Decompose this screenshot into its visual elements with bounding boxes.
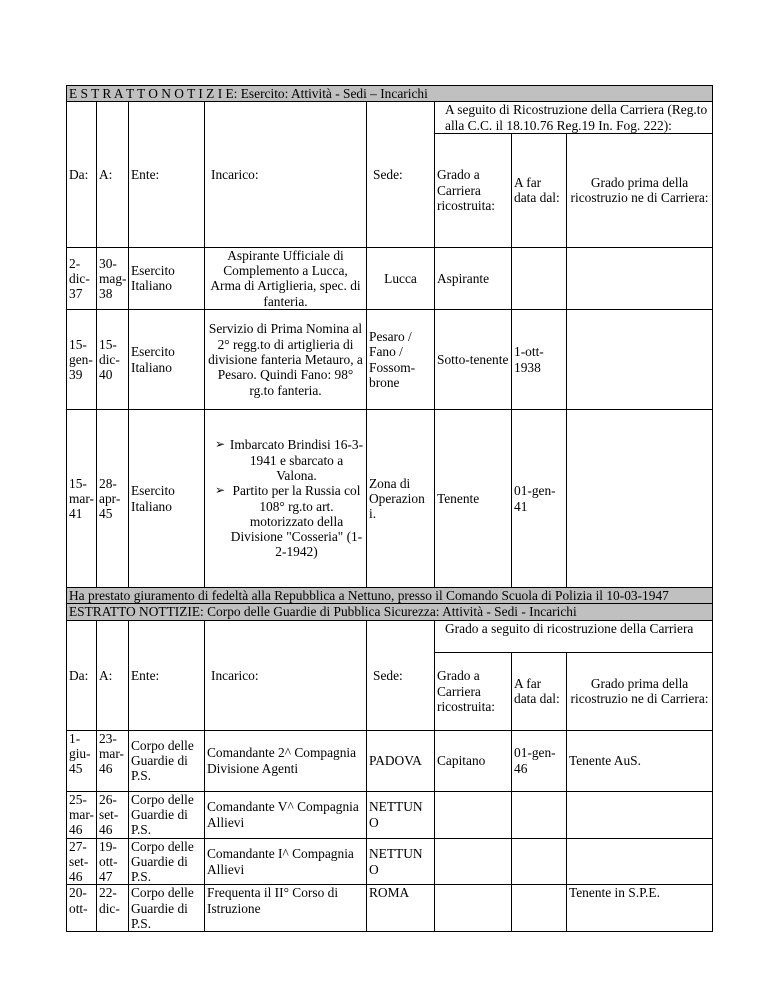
col-a: A: (97, 102, 129, 248)
table-row (67, 410, 713, 588)
table-row (67, 791, 713, 838)
table-row (67, 838, 713, 885)
cell-prima: Tenente AuS. (567, 730, 713, 791)
cell-prima (567, 791, 713, 838)
cell-prima (567, 247, 713, 309)
cell-a: 26-set-46 (97, 791, 129, 838)
cell-data (512, 247, 567, 309)
cell-incarico: Comandante V^ Compagnia Allievi (205, 791, 367, 838)
cell-incarico: Aspirante Ufficiale di Complemento a Lucca, Arma di Artiglieria, spec. di fanteria. (205, 247, 367, 309)
cell-data: 1-ott-1938 (512, 310, 567, 410)
section2-title-row (67, 604, 713, 620)
cell-prima (567, 310, 713, 410)
cell-data (512, 885, 567, 932)
section1-title-row (67, 86, 713, 102)
cell-incarico: Frequenta il II° Corso di Istruzione (205, 885, 367, 932)
cell-a: 30-mag-38 (97, 247, 129, 309)
col-ente: Ente: (129, 102, 205, 248)
incarico-list (207, 437, 364, 559)
list-item: ➢ Partito per la Russia col 108° rg.to art. motorizzato della Divisione "Cosseria" (1-2-1942) (229, 483, 364, 559)
cell-da: 25-mar-46 (67, 791, 97, 838)
col-incarico: Incarico: (205, 620, 367, 730)
cell-prima (567, 838, 713, 885)
cell-data: 01-gen-41 (512, 410, 567, 588)
cell-a: 23-mar-46 (97, 730, 129, 791)
cell-prima: Tenente in S.P.E. (567, 885, 713, 932)
section1-title: E S T R A T T O N O T I Z I E: Esercito: Attività - Sedi – Incarichi (67, 86, 713, 102)
cell-ente: Corpo delle Guardie di P.S. (129, 885, 205, 932)
col-da: Da: (67, 102, 97, 248)
cell-grado (435, 791, 512, 838)
section1-note: Ha prestato giuramento di fedeltà alla Repubblica a Nettuno, presso il Comando Scuola di Polizia il 10-03-1947 (67, 588, 713, 604)
cell-da: 20-ott- (67, 885, 97, 932)
col-prima: Grado prima della ricostruzio ne di Carriera: (567, 133, 713, 247)
col-grado: Grado a Carriera ricostruita: (435, 133, 512, 247)
cell-da: 2-dic-37 (67, 247, 97, 309)
cell-a: 19-ott-47 (97, 838, 129, 885)
cell-incarico: Comandante I^ Compagnia Allievi (205, 838, 367, 885)
cell-sede: Pesaro / Fano / Fossom-brone (367, 310, 435, 410)
cell-grado: Capitano (435, 730, 512, 791)
cell-data: 01-gen-46 (512, 730, 567, 791)
cell-da: 27-set-46 (67, 838, 97, 885)
cell-ente: Corpo delle Guardie di P.S. (129, 791, 205, 838)
col-incarico: Incarico: (205, 102, 367, 248)
cell-ente: Corpo delle Guardie di P.S. (129, 730, 205, 791)
cell-sede: PADOVA (367, 730, 435, 791)
col-sede: Sede: (367, 102, 435, 248)
cell-grado: Sotto-tenente (435, 310, 512, 410)
section2-group-header: Grado a seguito di ricostruzione della Carriera (435, 620, 713, 652)
table-row (67, 730, 713, 791)
cell-sede: NETTUNO (367, 791, 435, 838)
col-data: A far data dal: (512, 652, 567, 730)
col-a: A: (97, 620, 129, 730)
cell-ente: Corpo delle Guardie di P.S. (129, 838, 205, 885)
cell-sede: Zona di Operazion i. (367, 410, 435, 588)
cell-grado: Aspirante (435, 247, 512, 309)
cell-ente: Esercito Italiano (129, 247, 205, 309)
section2-title: ESTRATTO NOTTIZIE: Corpo delle Guardie di Pubblica Sicurezza: Attività - Sedi - Incarichi (67, 604, 713, 620)
document-page (66, 85, 712, 932)
list-item: ➢ Imbarcato Brindisi 16-3-1941 e sbarcato a Valona. (229, 437, 364, 483)
cell-a: 22-dic- (97, 885, 129, 932)
cell-ente: Esercito Italiano (129, 310, 205, 410)
section1-group-header: A seguito di Ricostruzione della Carriera (Reg.to alla C.C. il 18.10.76 Reg.19 In. Fog. 222): (435, 102, 713, 134)
section1-group-header-row (67, 102, 713, 134)
cell-ente: Esercito Italiano (129, 410, 205, 588)
cell-grado (435, 838, 512, 885)
cell-data (512, 838, 567, 885)
table-row (67, 310, 713, 410)
cell-sede: Lucca (367, 247, 435, 309)
cell-sede: NETTUNO (367, 838, 435, 885)
col-sede: Sede: (367, 620, 435, 730)
table-row (67, 247, 713, 309)
col-prima: Grado prima della ricostruzio ne di Carriera: (567, 652, 713, 730)
col-da: Da: (67, 620, 97, 730)
cell-incarico (205, 410, 367, 588)
cell-a: 15-dic-40 (97, 310, 129, 410)
col-grado: Grado a Carriera ricostruita: (435, 652, 512, 730)
cell-grado (435, 885, 512, 932)
cell-incarico: Servizio di Prima Nomina al 2° regg.to di artiglieria di divisione fanteria Metauro, a Pesaro. Quindi Fano: 98° rg.to fanteria. (205, 310, 367, 410)
col-ente: Ente: (129, 620, 205, 730)
cell-da: 15-gen-39 (67, 310, 97, 410)
note-row (67, 588, 713, 604)
records-table (66, 85, 713, 932)
cell-incarico: Comandante 2^ Compagnia Divisione Agenti (205, 730, 367, 791)
cell-data (512, 791, 567, 838)
col-data: A far data dal: (512, 133, 567, 247)
cell-sede: ROMA (367, 885, 435, 932)
table-row (67, 885, 713, 932)
cell-da: 1-giu-45 (67, 730, 97, 791)
section2-group-header-row (67, 620, 713, 652)
cell-grado: Tenente (435, 410, 512, 588)
cell-da: 15-mar-41 (67, 410, 97, 588)
cell-prima (567, 410, 713, 588)
cell-a: 28-apr-45 (97, 410, 129, 588)
